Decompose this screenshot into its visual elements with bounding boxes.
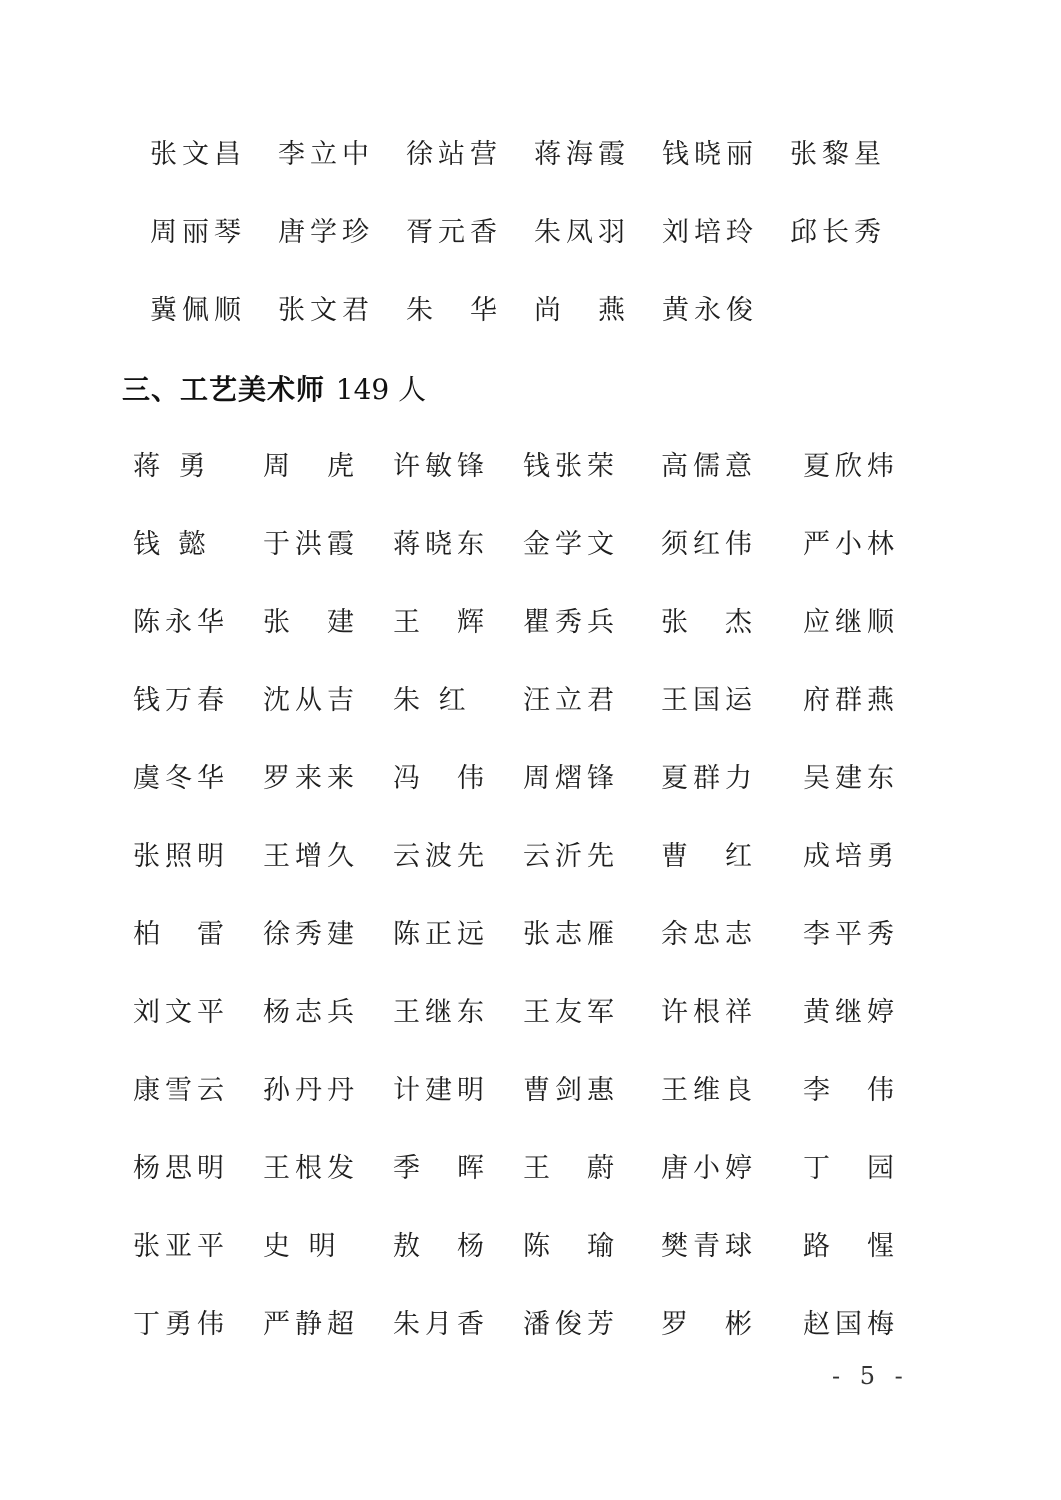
name-entry: 蒋海霞 [534, 139, 630, 170]
name-entry: 张文君 [278, 295, 374, 326]
name-entry: 钱万春 [133, 685, 229, 716]
name-entry: 丁勇伟 [133, 1309, 229, 1340]
name-entry: 朱月香 [393, 1309, 489, 1340]
name-entry: 王继东 [393, 997, 489, 1028]
name-entry: 樊青球 [661, 1231, 757, 1262]
name-entry: 张亚平 [133, 1231, 229, 1262]
name-entry: 蒋 勇 [133, 451, 211, 482]
name-entry: 黄继婷 [803, 997, 899, 1028]
section-heading [122, 364, 426, 416]
name-entry: 杨思明 [133, 1153, 229, 1184]
name-entry: 张志雁 [523, 919, 619, 950]
name-entry: 余忠志 [661, 919, 757, 950]
name-entry: 王国运 [661, 685, 757, 716]
name-entry: 朱 华 [406, 295, 502, 326]
name-entry: 王 蔚 [523, 1153, 619, 1184]
name-entry: 计建明 [393, 1075, 489, 1106]
name-entry: 府群燕 [803, 685, 899, 716]
name-entry: 瞿秀兵 [523, 607, 619, 638]
name-entry: 高儒意 [661, 451, 757, 482]
name-entry: 张 建 [263, 607, 359, 638]
name-entry: 钱张荣 [523, 451, 619, 482]
name-entry: 康雪云 [133, 1075, 229, 1106]
name-entry: 金学文 [523, 529, 619, 560]
name-entry: 李 伟 [803, 1075, 899, 1106]
name-entry: 陈永华 [133, 607, 229, 638]
name-entry: 许敏锋 [393, 451, 489, 482]
name-entry: 钱晓丽 [662, 139, 758, 170]
name-entry: 张 杰 [661, 607, 757, 638]
name-entry: 王根发 [263, 1153, 359, 1184]
name-entry: 吴建东 [803, 763, 899, 794]
name-entry: 朱凤羽 [534, 217, 630, 248]
name-list-arts-craft-masters [133, 440, 933, 1376]
name-entry: 胥元香 [406, 217, 502, 248]
name-entry: 柏 雷 [133, 919, 229, 950]
name-entry: 黄永俊 [662, 295, 758, 326]
name-entry: 云沂先 [523, 841, 619, 872]
name-entry: 汪立君 [523, 685, 619, 716]
name-entry: 须红伟 [661, 529, 757, 560]
name-entry: 尚 燕 [534, 295, 630, 326]
name-entry: 王增久 [263, 841, 359, 872]
name-entry: 王 辉 [393, 607, 489, 638]
name-entry: 路 惺 [803, 1231, 899, 1262]
name-entry: 于洪霞 [263, 529, 359, 560]
name-entry: 罗 彬 [661, 1309, 757, 1340]
name-entry: 徐秀建 [263, 919, 359, 950]
name-entry: 冀佩顺 [150, 295, 246, 326]
name-entry: 张照明 [133, 841, 229, 872]
name-entry: 蒋晓东 [393, 529, 489, 560]
name-entry: 陈 瑜 [523, 1231, 619, 1262]
name-entry: 敖 杨 [393, 1231, 489, 1262]
name-entry: 钱 懿 [133, 529, 211, 560]
name-entry: 王友军 [523, 997, 619, 1028]
name-entry: 徐站营 [406, 139, 502, 170]
name-entry: 史 明 [263, 1231, 341, 1262]
name-entry: 张文昌 [150, 139, 246, 170]
name-entry: 唐学珍 [278, 217, 374, 248]
name-entry: 严静超 [263, 1309, 359, 1340]
name-entry: 张黎星 [790, 139, 886, 170]
name-entry: 王维良 [661, 1075, 757, 1106]
name-entry: 曹 红 [661, 841, 757, 872]
name-entry: 丁 园 [803, 1153, 899, 1184]
name-entry: 潘俊芳 [523, 1309, 619, 1340]
name-entry: 周 虎 [263, 451, 359, 482]
name-entry: 罗来来 [263, 763, 359, 794]
name-entry: 邱长秀 [790, 217, 886, 248]
name-entry: 夏欣炜 [803, 451, 899, 482]
section-title: 三、工艺美术师 [122, 373, 326, 406]
name-entry: 孙丹丹 [263, 1075, 359, 1106]
name-entry: 曹剑惠 [523, 1075, 619, 1106]
name-entry: 周熠锋 [523, 763, 619, 794]
section-count: 149 人 [335, 373, 427, 406]
name-entry: 许根祥 [661, 997, 757, 1028]
name-entry: 陈正远 [393, 919, 489, 950]
name-entry: 赵国梅 [803, 1309, 899, 1340]
name-entry: 应继顺 [803, 607, 899, 638]
name-entry: 刘文平 [133, 997, 229, 1028]
name-entry: 季 晖 [393, 1153, 489, 1184]
name-entry: 唐小婷 [661, 1153, 757, 1184]
name-entry: 刘培玲 [662, 217, 758, 248]
name-list-previous-section [150, 128, 918, 362]
name-entry: 沈从吉 [263, 685, 359, 716]
name-entry: 冯 伟 [393, 763, 489, 794]
name-entry: 夏群力 [661, 763, 757, 794]
name-entry: 朱 红 [393, 685, 471, 716]
name-entry: 李平秀 [803, 919, 899, 950]
name-entry: 周丽琴 [150, 217, 246, 248]
name-entry: 成培勇 [803, 841, 899, 872]
name-entry: 杨志兵 [263, 997, 359, 1028]
page-number: - 5 - [832, 1362, 909, 1390]
name-entry: 李立中 [278, 139, 374, 170]
name-entry: 云波先 [393, 841, 489, 872]
name-entry: 虞冬华 [133, 763, 229, 794]
name-entry: 严小林 [803, 529, 899, 560]
